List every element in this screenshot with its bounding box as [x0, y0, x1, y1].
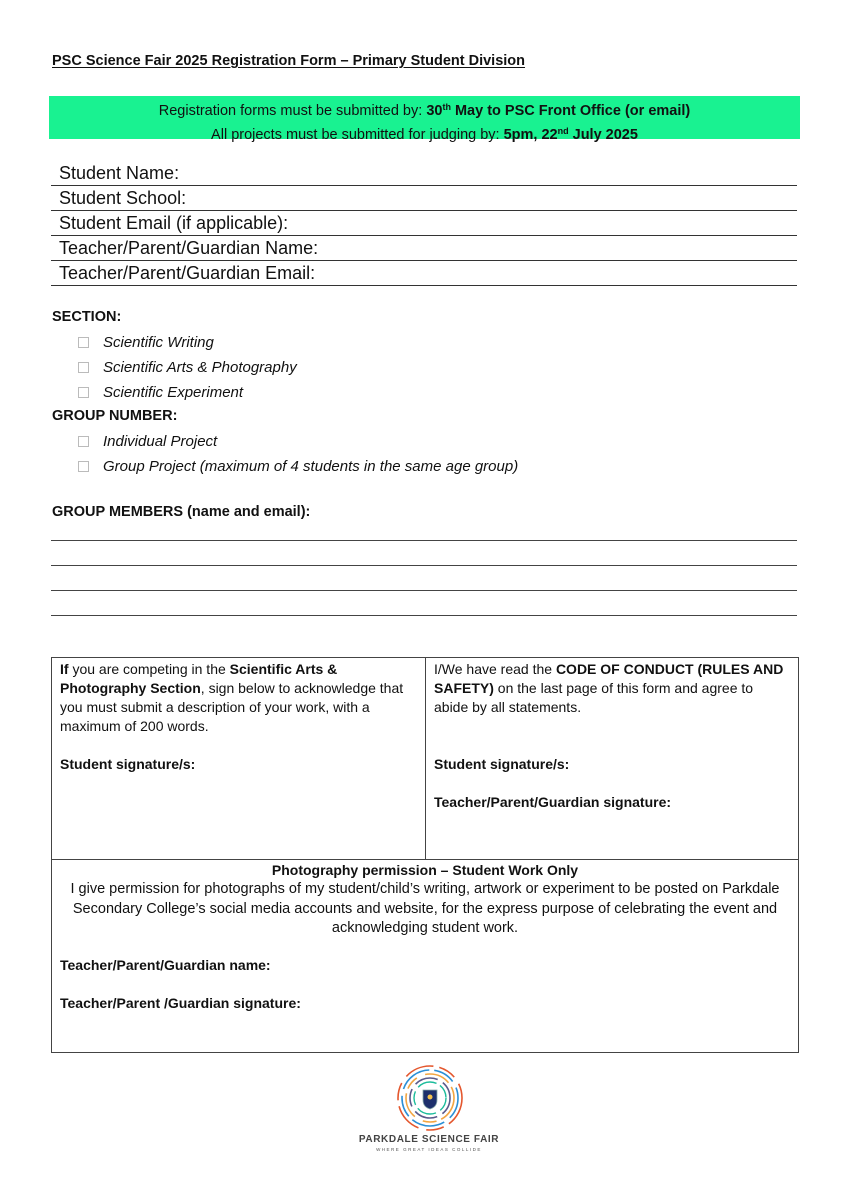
checkbox-icon[interactable]: [78, 387, 89, 398]
field-guardian-email[interactable]: Teacher/Parent/Guardian Email:: [51, 261, 797, 286]
checkbox-icon[interactable]: [78, 337, 89, 348]
parkdale-science-fair-logo-icon: [396, 1064, 464, 1132]
banner-line-1: Registration forms must be submitted by: 30th May to PSC Front Office (or email): [158, 102, 691, 119]
banner-line-2: All projects must be submitted for judging by: 5pm, 22nd July 2025: [211, 126, 638, 143]
checkbox-icon[interactable]: [78, 362, 89, 373]
group-number-heading: GROUP NUMBER:: [52, 408, 178, 424]
group-option-group[interactable]: Group Project (maximum of 4 students in the same age group): [78, 457, 518, 477]
member-line[interactable]: [51, 615, 797, 616]
permission-guardian-name[interactable]: Teacher/Parent/Guardian name:: [60, 957, 271, 973]
logo-tagline: WHERE GREAT IDEAS COLLIDE: [376, 1147, 482, 1152]
field-student-school[interactable]: Student School:: [51, 186, 797, 211]
field-student-email[interactable]: Student Email (if applicable):: [51, 211, 797, 236]
logo-name: PARKDALE SCIENCE FAIR: [358, 1134, 500, 1145]
code-of-conduct-text: I/We have read the CODE OF CONDUCT (RULES AND SAFETY) on the last page of this form and agree to abide by all statements.: [434, 661, 784, 715]
deadline-banner: [49, 96, 800, 143]
member-line[interactable]: [51, 565, 797, 566]
section-heading: SECTION:: [52, 309, 122, 325]
conduct-student-signature[interactable]: Student signature/s:: [434, 756, 570, 772]
group-members-heading: GROUP MEMBERS (name and email):: [52, 504, 311, 520]
code-of-conduct-cell: [426, 658, 798, 860]
checkbox-icon[interactable]: [78, 436, 89, 447]
section-option-writing[interactable]: Scientific Writing: [78, 333, 214, 353]
checkbox-icon[interactable]: [78, 461, 89, 472]
conduct-guardian-signature[interactable]: Teacher/Parent/Guardian signature:: [434, 794, 672, 810]
member-line[interactable]: [51, 590, 797, 591]
field-student-name[interactable]: Student Name:: [51, 161, 797, 186]
photography-permission-text: I give permission for photographs of my student/child’s writing, artwork or experiment to be posted on Parkdale Secondary College’s social media accounts and website, for the express purpose of celebrating the event and acknowledging student work.: [70, 881, 780, 936]
acknowledgement-table: [51, 657, 799, 1053]
section-option-experiment[interactable]: Scientific Experiment: [78, 383, 243, 403]
photography-permission-cell: [52, 860, 798, 1052]
arts-acknowledgement-cell: [52, 658, 426, 860]
group-option-individual[interactable]: Individual Project: [78, 432, 217, 452]
member-line[interactable]: [51, 540, 797, 541]
arts-student-signature[interactable]: Student signature/s:: [60, 756, 196, 772]
permission-guardian-signature[interactable]: Teacher/Parent /Guardian signature:: [60, 995, 301, 1011]
field-guardian-name[interactable]: Teacher/Parent/Guardian Name:: [51, 236, 797, 261]
arts-acknowledgement-text: If you are competing in the Scientific Arts & Photography Section, sign below to acknowledge that you must submit a description of your work, with a maximum of 200 words.: [60, 661, 404, 734]
section-option-arts[interactable]: Scientific Arts & Photography: [78, 358, 297, 378]
page-title: PSC Science Fair 2025 Registration Form – Primary Student Division: [52, 53, 526, 69]
photography-permission-title: Photography permission – Student Work Only: [271, 862, 579, 878]
